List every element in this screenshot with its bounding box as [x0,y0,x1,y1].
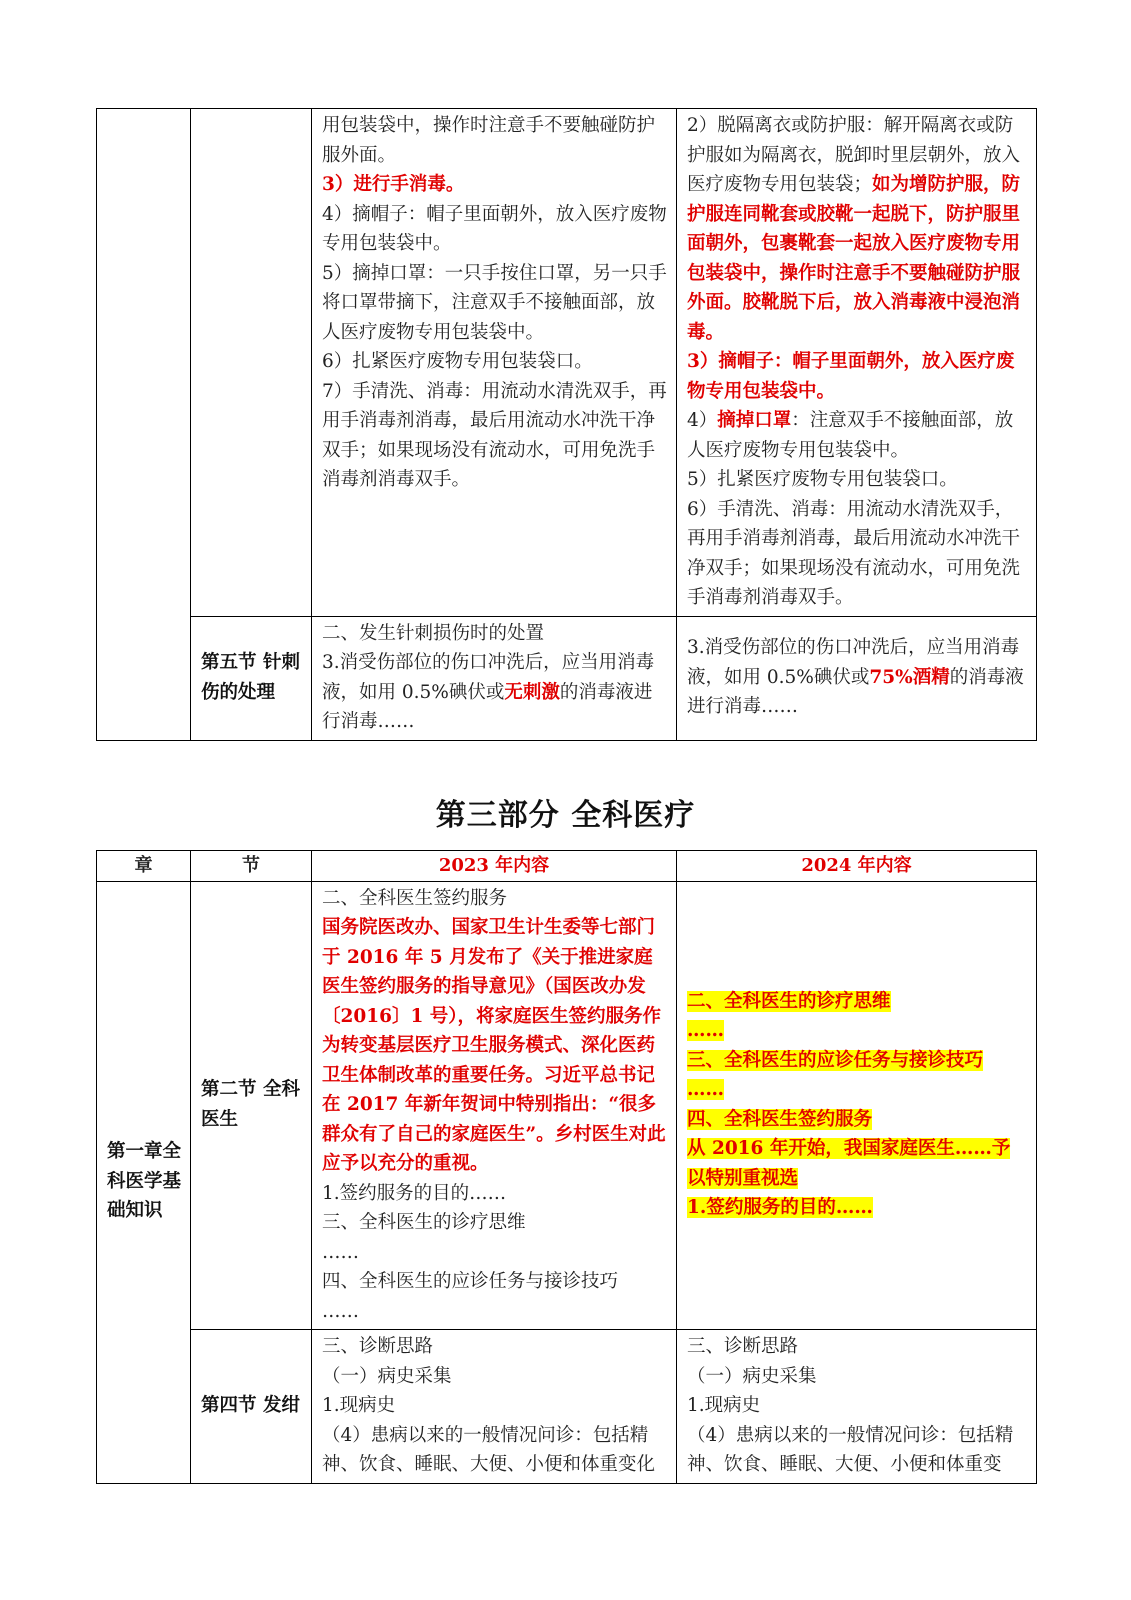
text-line: 1.现病史 [322,1395,396,1416]
text-red: 摘掉口罩 [717,410,792,431]
text-line: 三、诊断思路 [687,1336,799,1357]
text-paragraph [687,633,1028,722]
text-line: 5）扎紧医疗废物专用包装袋口。 [687,469,958,490]
text-line: 6）手清洗、消毒：用流动水清洗双手，再用手消毒剂消毒，最后用流动水冲洗干净双手；如果现场没有流动水，可用免洗手消毒剂消毒双手。 [687,498,1021,608]
header-section: 节 [191,851,312,882]
text-line: （一）病史采集 [687,1365,817,1387]
highlighted-text: 1.签约服务的目的…… [687,1197,873,1219]
text-line: 1.现病史 [687,1395,761,1416]
text-normal: ：注意双手不接触面部，放人医疗废物专用包装袋中。 [687,410,1014,461]
text-line: 三、全科医生的诊疗思维 [322,1212,526,1233]
text-normal: 3.消受伤部位的伤口冲洗后，应当用消毒液，如用 0.5%碘伏或 [687,637,1020,688]
header-chapter: 章 [97,851,191,882]
text-normal: 3.消受伤部位的伤口冲洗后，应当用消毒液，如用 0.5%碘伏或 [322,652,655,703]
text-line: （4）患病以来的一般情况问诊：包括精神、饮食、睡眠、大便、小便和体重变化 [322,1424,656,1475]
text-line: 7）手清洗、消毒：用流动水清洗双手，再用手消毒剂消毒，最后用流动水冲洗干净双手；如果现场没有流动水，可用免洗手消毒剂消毒双手。 [322,380,667,490]
content-2024-cell [677,1330,1037,1484]
text-normal: 的消毒液进行消毒…… [687,666,1024,718]
text-line: 用包装袋中，操作时注意手不要触碰防护服外面。 [322,115,656,166]
chapter-cell-empty [97,109,191,741]
content-2023-cell [312,616,677,740]
text-line-red: 3）进行手消毒。 [322,174,465,195]
text-line: …… [322,1300,359,1322]
text-line-red: 3）摘帽子：帽子里面朝外，放入医疗废物专用包装袋中。 [687,351,1015,402]
content-2024-cell [677,881,1037,1330]
content-2023-cell [312,109,677,617]
part-title: 第三部分 全科医疗 [435,798,696,833]
section-cell: 第二节 全科医生 [191,881,312,1330]
text-normal: 的消毒液进行消毒…… [322,681,653,732]
chapter-cell: 第一章全科医学基础知识 [97,881,191,1483]
text-line: （一）病史采集 [322,1365,452,1387]
highlighted-block [687,987,1028,1223]
highlighted-text: 三、全科医生的应诊任务与接诊技巧 [687,1049,984,1071]
text-normal: 4） [687,410,718,431]
text-line: 6）扎紧医疗废物专用包装袋口。 [322,351,593,372]
table-row [97,881,1037,1330]
text-red: 75%酒精 [869,666,950,688]
highlighted-text: 从 2016 年开始，我国家庭医生……予以特别重视选 [687,1138,1011,1189]
content-2024-cell [677,109,1037,617]
section-cell-empty [191,109,312,617]
content-2023-cell [312,1330,677,1484]
text-line: 4）摘帽子：帽子里面朝外，放入医疗废物专用包装袋中。 [322,203,667,254]
text-paragraph [322,648,668,737]
comparison-table-part3 [96,850,1037,1484]
table-row [97,1330,1037,1484]
text-paragraph [687,406,1028,465]
comparison-table-continued [96,108,1037,741]
highlighted-text: …… [687,1079,724,1101]
text-line: （4）患病以来的一般情况问诊：包括精神、饮食、睡眠、大便、小便和体重变 [687,1424,1014,1475]
table-row [97,616,1037,740]
content-2024-cell [677,616,1037,740]
highlighted-text: …… [687,1020,724,1042]
text-paragraph-red: 国务院医改办、国家卫生计生委等七部门于 2016 年 5 月发布了《关于推进家庭医生签约服务的指导意见》（国医改办发〔2016〕1 号），将家庭医生签约服务作为转变基层医疗卫生服务模式、深化医药卫生体制改革的重要任务。习近平总书记在 2017 年新年贺词中特别指出：“很多群众有了自己的家庭医生”。乡村医生对此应予以充分的重视。 [322,917,666,1174]
section-cell: 第四节 发绀 [191,1330,312,1484]
text-paragraph [687,111,1028,347]
text-red: 如为增防护服，防护服连同靴套或胶靴一起脱下，防护服里面朝外，包裹靴套一起放入医疗废物专用包装袋中，操作时注意手不要触碰防护服外面。胶靴脱下后，放入消毒液中浸泡消毒。 [687,174,1021,343]
text-line: …… [322,1241,359,1263]
text-line: 二、发生针刺损伤时的处置 [322,622,545,644]
table-header-row [97,851,1037,882]
content-2023-cell [312,881,677,1330]
text-line: 1.签约服务的目的…… [322,1182,507,1204]
text-normal: 2）脱隔离衣或防护服：解开隔离衣或防护服如为隔离衣，脱卸时里层朝外，放入医疗废物专用包装袋； [687,115,1021,195]
text-line: 二、全科医生签约服务 [322,887,508,909]
highlighted-text: 二、全科医生的诊疗思维 [687,990,891,1012]
highlighted-text: 四、全科医生签约服务 [687,1108,873,1130]
header-2023: 2023 年内容 [312,851,677,882]
table-row [97,109,1037,617]
text-line: 四、全科医生的应诊任务与接诊技巧 [322,1271,619,1292]
text-line: 三、诊断思路 [322,1336,434,1357]
text-red: 无刺激 [504,681,560,703]
section-cell: 第五节 针刺伤的处理 [191,616,312,740]
text-line: 5）摘掉口罩：一只手按住口罩，另一只手将口罩带摘下，注意双手不接触面部，放人医疗废物专用包装袋中。 [322,262,667,343]
header-2024: 2024 年内容 [677,851,1037,882]
